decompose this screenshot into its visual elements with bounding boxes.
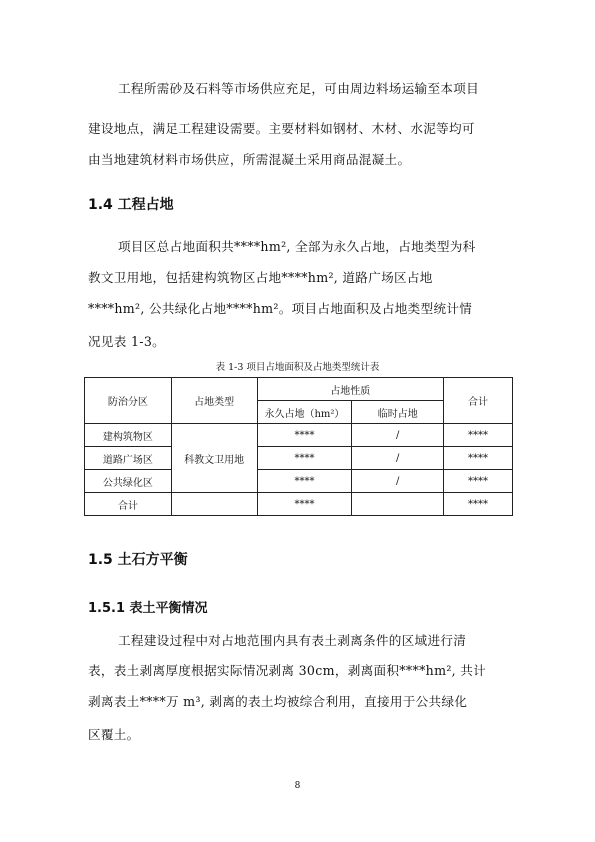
- zone-cell: 建构筑物区: [85, 424, 172, 447]
- table-row: [85, 470, 513, 493]
- temporary-cell: /: [352, 447, 444, 470]
- land-para-line-4: 况见表 1-3。: [88, 334, 166, 349]
- header-land-type: 占地类型: [171, 378, 257, 424]
- permanent-cell: ****: [257, 447, 352, 470]
- permanent-cell: ****: [257, 424, 352, 447]
- table-row: [85, 424, 513, 447]
- sum-type-cell: [171, 493, 257, 516]
- temporary-cell: /: [352, 470, 444, 493]
- zone-cell: 公共绿化区: [85, 470, 172, 493]
- zone-cell: 道路广场区: [85, 447, 172, 470]
- section-heading-1-5: 1.5 土石方平衡: [88, 552, 188, 568]
- table-caption: 表 1-3 项目占地面积及占地类型统计表: [215, 362, 380, 373]
- header-temporary: 临时占地: [352, 401, 444, 424]
- page-number: 8: [294, 781, 301, 791]
- section-heading-1-5-1: 1.5.1 表土平衡情况: [88, 601, 208, 616]
- topsoil-para-line-3: 剥离表土****万 m³, 剥离的表土均被综合利用，直接用于公共绿化: [88, 694, 468, 709]
- intro-line-1: 工程所需砂及石料等市场供应充足，可由周边料场运输至本项目: [118, 81, 480, 96]
- total-cell: ****: [444, 470, 513, 493]
- sum-permanent-cell: ****: [257, 493, 352, 516]
- table-sum-row: [85, 493, 513, 516]
- total-cell: ****: [444, 447, 513, 470]
- topsoil-para-line-1: 工程建设过程中对占地范围内具有表土剥离条件的区域进行清: [118, 633, 467, 648]
- intro-line-3: 由当地建筑材料市场供应，所需混凝土采用商品混凝土。: [88, 152, 411, 167]
- total-cell: ****: [444, 424, 513, 447]
- topsoil-para-line-4: 区覆土。: [88, 727, 140, 742]
- topsoil-para-line-2: 表，表土剥离厚度根据实际情况剥离 30cm，剥离面积****hm², 共计: [88, 663, 487, 678]
- header-zone: 防治分区: [85, 378, 172, 424]
- land-para-line-1: 项目区总占地面积共****hm², 全部为永久占地，占地类型为科: [118, 239, 476, 254]
- land-type-cell: 科教文卫用地: [171, 424, 257, 493]
- header-land-nature: 占地性质: [257, 378, 444, 401]
- sum-temporary-cell: [352, 493, 444, 516]
- land-occupation-table: [84, 377, 513, 516]
- header-permanent: 永久占地（hm²）: [257, 401, 352, 424]
- temporary-cell: /: [352, 424, 444, 447]
- land-para-line-2: 教文卫用地，包括建构筑物区占地****hm², 道路广场区占地: [88, 270, 433, 285]
- land-para-line-3: ****hm², 公共绿化占地****hm²。项目占地面积及占地类型统计情: [88, 301, 473, 316]
- table-header-row: [85, 378, 513, 401]
- header-total: 合计: [444, 378, 513, 424]
- table-row: [85, 447, 513, 470]
- section-heading-1-4: 1.4 工程占地: [88, 197, 174, 213]
- permanent-cell: ****: [257, 470, 352, 493]
- sum-total-cell: ****: [444, 493, 513, 516]
- intro-line-2: 建设地点，满足工程建设需要。主要材料如钢材、木材、水泥等均可: [88, 121, 475, 136]
- sum-label-cell: 合计: [85, 493, 172, 516]
